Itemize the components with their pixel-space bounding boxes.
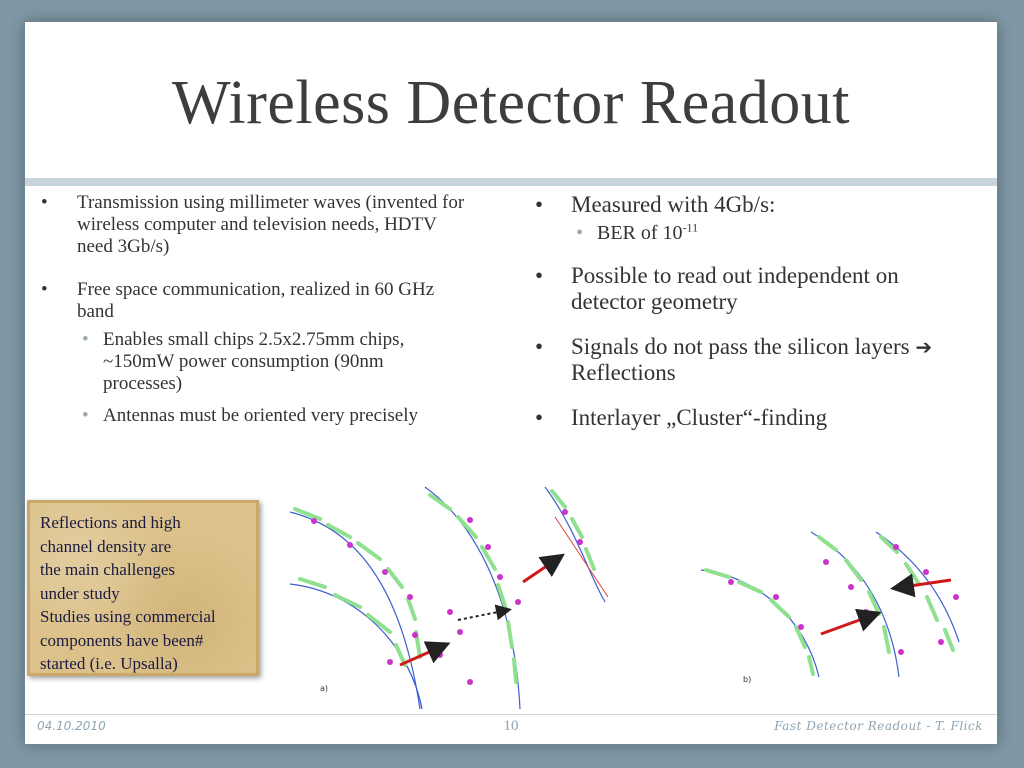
sub-bullet-ber: [571, 222, 969, 244]
title-divider: [25, 178, 997, 186]
bullet-transmission: [35, 192, 465, 258]
detector-layer: [701, 532, 959, 677]
track-line: [555, 517, 608, 597]
note-line: the main challenges: [40, 560, 176, 579]
note-line: channel density are: [40, 536, 172, 556]
layer-arc: [811, 532, 899, 677]
strip-sensors: [295, 491, 594, 682]
note-line: under study: [40, 583, 120, 603]
bullet-cluster: [529, 405, 969, 431]
figure-a-reflections: [290, 487, 610, 709]
bullet-geometry: [529, 263, 969, 315]
note-line: Reflections and high: [40, 513, 181, 532]
sticky-note: [27, 500, 259, 676]
sub-bullet-antennas: • Antennas must be oriented very precisely: [77, 405, 465, 427]
note-line: started (i.e. Upsalla): [40, 654, 178, 673]
ber-text: BER of 10: [597, 222, 683, 244]
reflection-arrow: [523, 557, 560, 582]
left-column: [35, 192, 465, 448]
bullet-text: Possible to read out independent on detector geometry: [571, 263, 899, 314]
note-line: Studies using commercial: [40, 607, 216, 626]
layer-arc: [701, 570, 819, 677]
slide-title: Wireless Detector Readout: [172, 69, 850, 137]
right-arrow-icon: ➔: [915, 335, 933, 359]
slide: [25, 22, 997, 744]
figure-a-label: a): [320, 684, 329, 693]
bullet-text: Interlayer „Cluster“-finding: [571, 405, 828, 430]
sub-bullet-chips: • Enables small chips 2.5x2.75mm chips, ~150mW power consumption (90nm processes): [77, 329, 465, 395]
page-number: 10: [503, 718, 519, 734]
ber-exponent: -11: [682, 220, 699, 235]
figure-b-reflections: [701, 502, 967, 684]
bullet-text: Reflections: [571, 360, 676, 385]
note-line: components have been#: [40, 630, 204, 650]
reflection-arrow: [896, 580, 951, 588]
footer-date: 04.10.2010: [37, 719, 106, 733]
bullet-measured: [529, 192, 969, 244]
layer-arc: [876, 532, 959, 642]
bullet-text: Free space communication, realized in 60 GHz band: [77, 279, 435, 322]
footer-divider: [25, 714, 997, 715]
figure-b-label: b): [743, 675, 752, 684]
chip-markers: [728, 544, 959, 655]
right-column: [529, 192, 969, 450]
bullet-signals: [529, 334, 969, 386]
footer-author: Fast Detector Readout - T. Flick: [774, 719, 983, 733]
bullet-text: Measured with 4Gb/s:: [571, 192, 776, 217]
reflection-arrow: [821, 614, 876, 634]
layer-arc: [290, 512, 420, 709]
strip-sensors: [706, 537, 953, 674]
bullet-text: Transmission using millimeter waves (invented for wireless computer and television needs, HDTV need 3Gb/s): [77, 192, 465, 257]
bullet-free-space: [35, 279, 465, 427]
layer-arc: [290, 584, 422, 709]
reflection-arrow-dashed: [458, 610, 508, 620]
layer-arc: [545, 487, 605, 602]
bullet-text: Signals do not pass the silicon layers: [571, 334, 910, 359]
chip-markers: [311, 509, 583, 685]
